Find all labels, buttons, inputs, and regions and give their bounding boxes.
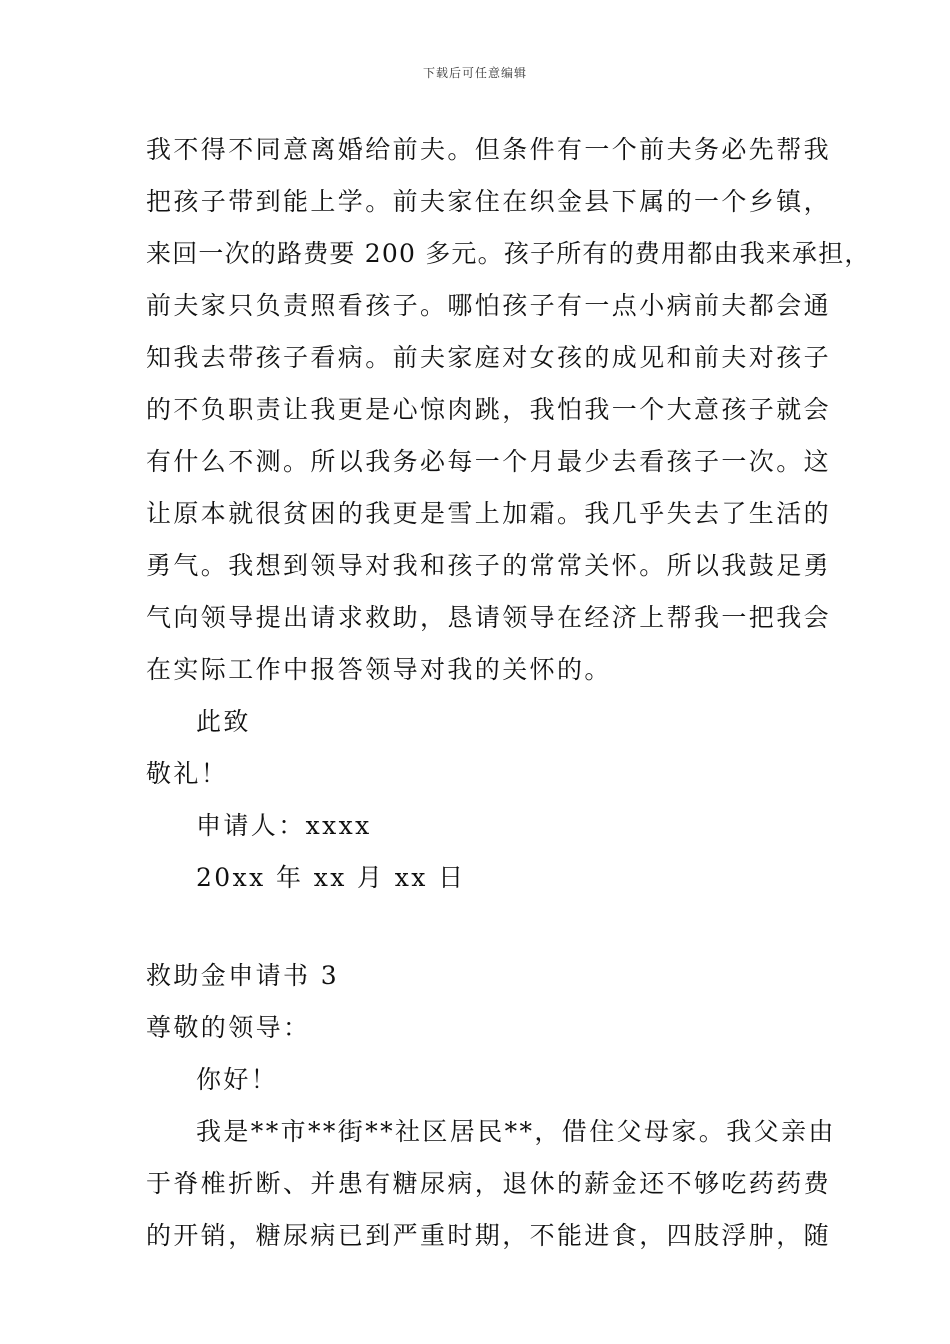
closing-cizhi: 此致 [196, 707, 251, 736]
salutation: 尊敬的领导： [146, 1013, 311, 1042]
paragraph-line: 在实际工作中报答领导对我的关怀的。 [146, 655, 612, 684]
paragraph-line: 有什么不测。所以我务必每一个月最少去看孩子一次。这 [146, 447, 832, 476]
closing-jingli: 敬礼！ [146, 759, 229, 788]
section-spacer [146, 904, 816, 950]
application-date: 20xx 年 xx 月 xx 日 [196, 863, 466, 892]
page-header: 下载后可任意编辑 [422, 66, 527, 80]
paragraph-line: 来回一次的路费要 200 多元。孩子所有的费用都由我来承担， [146, 239, 871, 268]
document-body [146, 124, 871, 1262]
paragraph-line: 让原本就很贫困的我更是雪上加霜。我几乎失去了生活的 [146, 499, 832, 528]
paragraph-line: 气向领导提出请求救助，恳请领导在经济上帮我一把我会 [146, 603, 832, 632]
paragraph-line: 勇气。我想到领导对我和孩子的常常关怀。所以我鼓足勇 [146, 551, 832, 580]
section-title: 救助金申请书 3 [146, 961, 340, 990]
paragraph-line: 我不得不同意离婚给前夫。但条件有一个前夫务必先帮我 [146, 135, 832, 164]
paragraph-line: 于脊椎折断、并患有糖尿病，退休的薪金还不够吃药药费 [146, 1169, 832, 1198]
paragraph-line: 我是**市**街**社区居民**，借住父母家。我父亲由 [196, 1117, 836, 1146]
paragraph-line: 知我去带孩子看病。前夫家庭对女孩的成见和前夫对孩子 [146, 343, 832, 372]
applicant-signature: 申请人：xxxx [196, 811, 372, 840]
paragraph-line: 的开销，糖尿病已到严重时期，不能进食，四肢浮肿，随 [146, 1221, 832, 1250]
paragraph-line: 前夫家只负责照看孩子。哪怕孩子有一点小病前夫都会通 [146, 291, 832, 320]
paragraph-line: 把孩子带到能上学。前夫家住在织金县下属的一个乡镇， [146, 187, 832, 216]
greeting: 你好！ [196, 1065, 279, 1094]
paragraph-line: 的不负职责让我更是心惊肉跳，我怕我一个大意孩子就会 [146, 395, 832, 424]
